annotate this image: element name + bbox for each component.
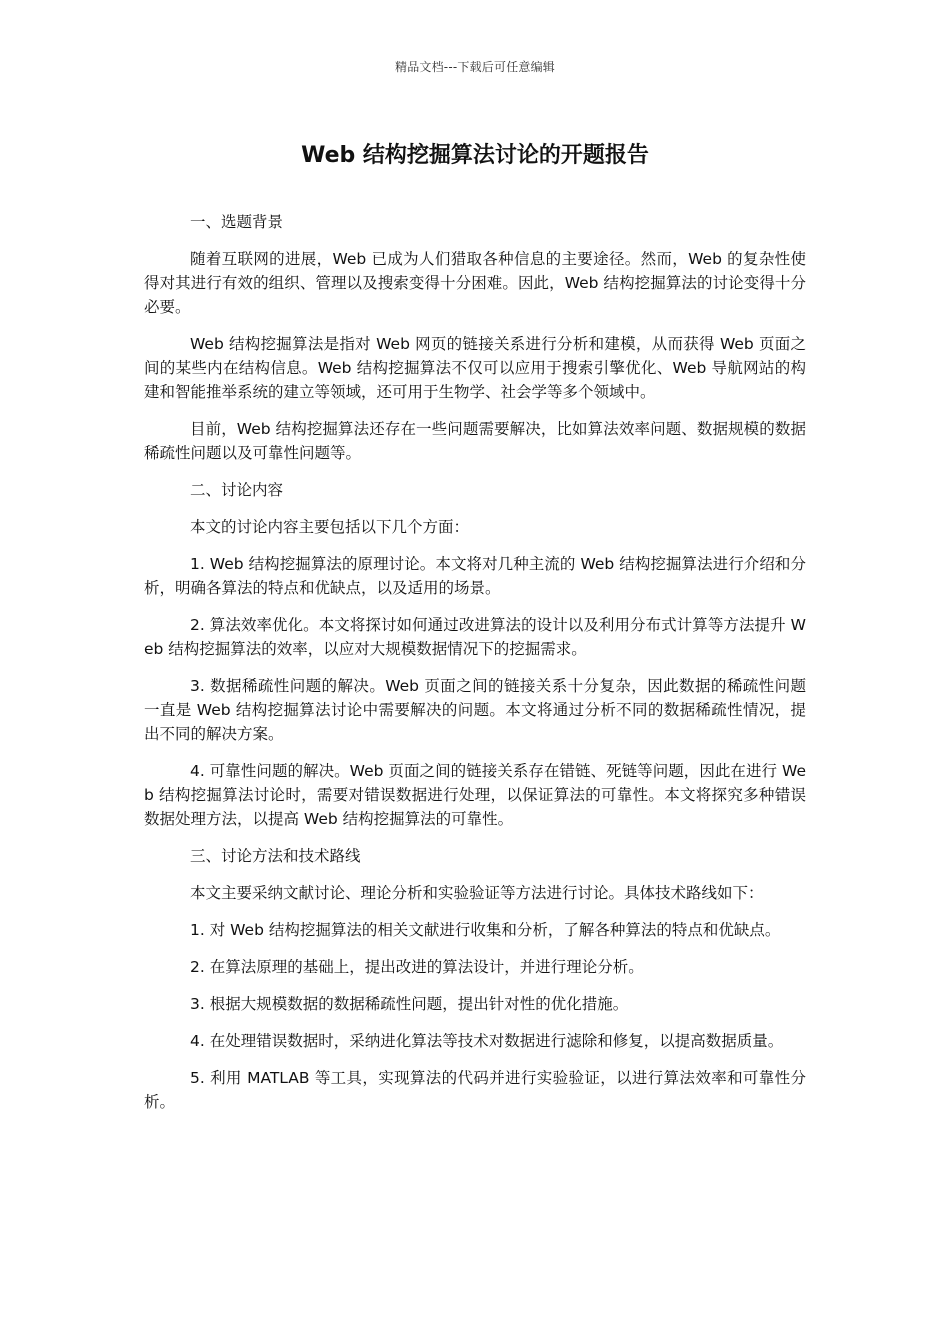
list-item: 4. 在处理错误数据时，采纳进化算法等技术对数据进行滤除和修复，以提高数据质量。 bbox=[190, 1032, 784, 1050]
list-item: 3. 根据大规模数据的数据稀疏性问题，提出针对性的优化措施。 bbox=[190, 995, 629, 1013]
paragraph: 随着互联网的进展，Web 已成为人们猎取各种信息的主要途径。然而，Web 的复杂性使得对其进行有效的组织、管理以及搜索变得十分困难。因此，Web 结构挖掘算法的讨论变得十分必要。 bbox=[144, 250, 806, 316]
list-item: 1. 对 Web 结构挖掘算法的相关文献进行收集和分析，了解各种算法的特点和优缺点。 bbox=[190, 921, 781, 939]
section-heading-content: 二、讨论内容 bbox=[190, 481, 284, 499]
list-item: 4. 可靠性问题的解决。Web 页面之间的链接关系存在错链、死链等问题，因此在进行 Web 结构挖掘算法讨论时，需要对错误数据进行处理，以保证算法的可靠性。本文将探究多种错误数据处理方法，以提高 Web 结构挖掘算法的可靠性。 bbox=[144, 762, 806, 828]
document-body bbox=[144, 210, 806, 1127]
list-item: 2. 在算法原理的基础上，提出改进的算法设计，并进行理论分析。 bbox=[190, 958, 644, 976]
document-title: Web 结构挖掘算法讨论的开题报告 bbox=[301, 143, 649, 168]
paragraph: Web 结构挖掘算法是指对 Web 网页的链接关系进行分析和建模，从而获得 Web 页面之间的某些内在结构信息。Web 结构挖掘算法不仅可以应用于搜索引擎优化、Web 导航网站的构建和智能推举系统的建立等领域，还可用于生物学、社会学等多个领域中。 bbox=[144, 335, 806, 401]
paragraph: 目前，Web 结构挖掘算法还存在一些问题需要解决，比如算法效率问题、数据规模的数据稀疏性问题以及可靠性问题等。 bbox=[144, 420, 806, 462]
header-note: 精品文档---下载后可任意编辑 bbox=[395, 60, 555, 74]
list-item: 2. 算法效率优化。本文将探讨如何通过改进算法的设计以及利用分布式计算等方法提升 Web 结构挖掘算法的效率，以应对大规模数据情况下的挖掘需求。 bbox=[144, 616, 806, 658]
section-heading-methods: 三、讨论方法和技术路线 bbox=[190, 847, 361, 865]
paragraph: 本文的讨论内容主要包括以下几个方面： bbox=[190, 518, 470, 536]
list-item: 3. 数据稀疏性问题的解决。Web 页面之间的链接关系十分复杂，因此数据的稀疏性问题一直是 Web 结构挖掘算法讨论中需要解决的问题。本文将通过分析不同的数据稀疏性情况，提出不同的解决方案。 bbox=[144, 677, 806, 743]
list-item: 5. 利用 MATLAB 等工具，实现算法的代码并进行实验验证，以进行算法效率和可靠性分析。 bbox=[144, 1069, 806, 1111]
list-item: 1. Web 结构挖掘算法的原理讨论。本文将对几种主流的 Web 结构挖掘算法进行介绍和分析，明确各算法的特点和优缺点，以及适用的场景。 bbox=[144, 555, 806, 597]
paragraph: 本文主要采纳文献讨论、理论分析和实验验证等方法进行讨论。具体技术路线如下： bbox=[190, 884, 764, 902]
section-heading-background: 一、选题背景 bbox=[190, 213, 284, 231]
